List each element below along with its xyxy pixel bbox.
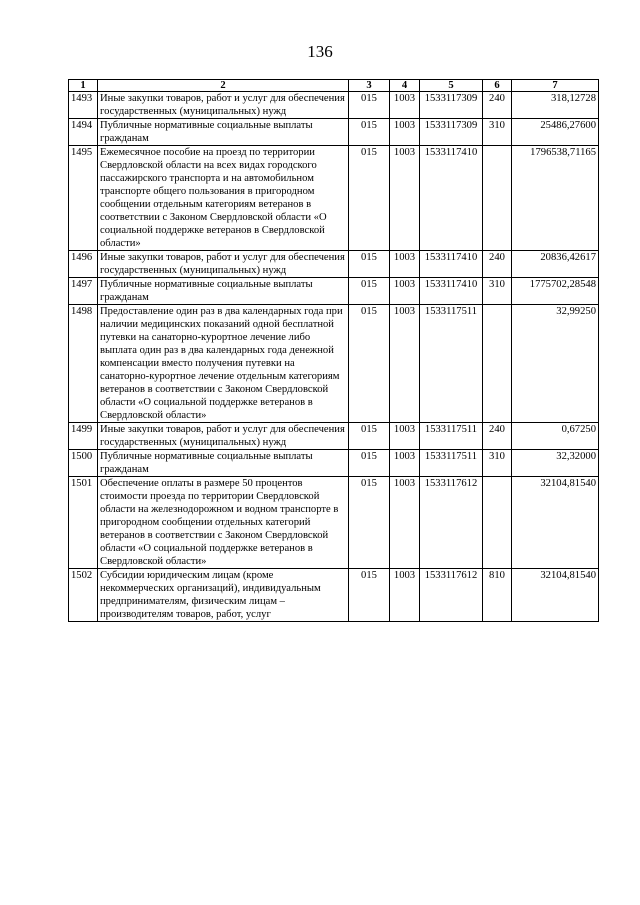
- section-code: 1003: [390, 119, 420, 146]
- table-row: [69, 450, 599, 477]
- target-article-code: 1533117410: [420, 251, 483, 278]
- column-header-7: 7: [512, 80, 599, 92]
- table-row: [69, 278, 599, 305]
- expense-type-code: [483, 146, 512, 251]
- row-number: 1501: [69, 477, 98, 569]
- section-code: 1003: [390, 146, 420, 251]
- page-number: 136: [307, 42, 333, 61]
- target-article-code: 1533117612: [420, 569, 483, 622]
- section-code: 1003: [390, 423, 420, 450]
- target-article-code: 1533117309: [420, 119, 483, 146]
- expense-type-code: 310: [483, 119, 512, 146]
- section-code: 1003: [390, 92, 420, 119]
- expense-type-code: [483, 477, 512, 569]
- table-row: [69, 251, 599, 278]
- chapter-code: 015: [349, 92, 390, 119]
- section-code: 1003: [390, 305, 420, 423]
- row-name: Иные закупки товаров, работ и услуг для обеспечения государственных (муниципальных) нужд: [98, 423, 349, 450]
- chapter-code: 015: [349, 477, 390, 569]
- amount: 25486,27600: [512, 119, 599, 146]
- expense-type-code: 310: [483, 278, 512, 305]
- column-header-6: 6: [483, 80, 512, 92]
- row-name: Публичные нормативные социальные выплаты гражданам: [98, 119, 349, 146]
- row-name: Обеспечение оплаты в размере 50 процентов стоимости проезда по территории Свердловской области на железнодорожном и водном транспорте в пригородном сообщении отдельных категорий ветеранов в соответствии с Законом Свердловской области «О социальной поддержке ветеранов в Свердловской области»: [98, 477, 349, 569]
- row-number: 1497: [69, 278, 98, 305]
- chapter-code: 015: [349, 569, 390, 622]
- row-number: 1498: [69, 305, 98, 423]
- section-code: 1003: [390, 278, 420, 305]
- row-name: Иные закупки товаров, работ и услуг для обеспечения государственных (муниципальных) нужд: [98, 251, 349, 278]
- row-number: 1493: [69, 92, 98, 119]
- expense-type-code: 310: [483, 450, 512, 477]
- table-row: [69, 119, 599, 146]
- table-header: [69, 80, 599, 92]
- expense-type-code: [483, 305, 512, 423]
- column-header-1: 1: [69, 80, 98, 92]
- table-row: [69, 146, 599, 251]
- section-code: 1003: [390, 450, 420, 477]
- section-code: 1003: [390, 477, 420, 569]
- chapter-code: 015: [349, 423, 390, 450]
- column-header-2: 2: [98, 80, 349, 92]
- target-article-code: 1533117309: [420, 92, 483, 119]
- row-number: 1499: [69, 423, 98, 450]
- expense-type-code: 810: [483, 569, 512, 622]
- expense-type-code: 240: [483, 251, 512, 278]
- expense-type-code: 240: [483, 92, 512, 119]
- row-name: Ежемесячное пособие на проезд по территории Свердловской области на всех видах городского пассажирского транспорта и на автомобильном транспорте общего пользования в пригородном сообщении отдельным категориям ветеранов в соответствии с Законом Свердловской области «О социальной поддержке ветеранов в Свердловской области»: [98, 146, 349, 251]
- table-row: [69, 477, 599, 569]
- target-article-code: 1533117511: [420, 450, 483, 477]
- chapter-code: 015: [349, 305, 390, 423]
- amount: 32,32000: [512, 450, 599, 477]
- target-article-code: 1533117511: [420, 305, 483, 423]
- section-code: 1003: [390, 251, 420, 278]
- section-code: 1003: [390, 569, 420, 622]
- chapter-code: 015: [349, 146, 390, 251]
- row-name: Субсидии юридическим лицам (кроме некоммерческих организаций), индивидуальным предпринимателям, физическим лицам – производителям товаров, работ, услуг: [98, 569, 349, 622]
- table-body: [69, 92, 599, 622]
- column-header-4: 4: [390, 80, 420, 92]
- row-number: 1495: [69, 146, 98, 251]
- chapter-code: 015: [349, 450, 390, 477]
- target-article-code: 1533117612: [420, 477, 483, 569]
- column-header-3: 3: [349, 80, 390, 92]
- amount: 0,67250: [512, 423, 599, 450]
- chapter-code: 015: [349, 251, 390, 278]
- chapter-code: 015: [349, 119, 390, 146]
- amount: 32,99250: [512, 305, 599, 423]
- row-number: 1500: [69, 450, 98, 477]
- row-number: 1496: [69, 251, 98, 278]
- header-row: [69, 80, 599, 92]
- amount: 20836,42617: [512, 251, 599, 278]
- target-article-code: 1533117511: [420, 423, 483, 450]
- amount: 32104,81540: [512, 477, 599, 569]
- table-row: [69, 305, 599, 423]
- expense-type-code: 240: [483, 423, 512, 450]
- table-row: [69, 423, 599, 450]
- row-number: 1494: [69, 119, 98, 146]
- column-header-5: 5: [420, 80, 483, 92]
- amount: 1796538,71165: [512, 146, 599, 251]
- row-name: Публичные нормативные социальные выплаты гражданам: [98, 278, 349, 305]
- amount: 32104,81540: [512, 569, 599, 622]
- amount: 318,12728: [512, 92, 599, 119]
- budget-table: [68, 79, 599, 622]
- row-name: Иные закупки товаров, работ и услуг для обеспечения государственных (муниципальных) нужд: [98, 92, 349, 119]
- table-row: [69, 92, 599, 119]
- target-article-code: 1533117410: [420, 146, 483, 251]
- target-article-code: 1533117410: [420, 278, 483, 305]
- chapter-code: 015: [349, 278, 390, 305]
- table-row: [69, 569, 599, 622]
- row-name: Публичные нормативные социальные выплаты гражданам: [98, 450, 349, 477]
- amount: 1775702,28548: [512, 278, 599, 305]
- row-name: Предоставление один раз в два календарных года при наличии медицинских показаний одной бесплатной путевки на санаторно-курортное лечение либо выплата один раз в два календарных года денежной компенсации вместо получения путевки на санаторно-курортное лечение отдельным категориям ветеранов в соответствии с Законом Свердловской области «О социальной поддержке ветеранов в Свердловской области»: [98, 305, 349, 423]
- row-number: 1502: [69, 569, 98, 622]
